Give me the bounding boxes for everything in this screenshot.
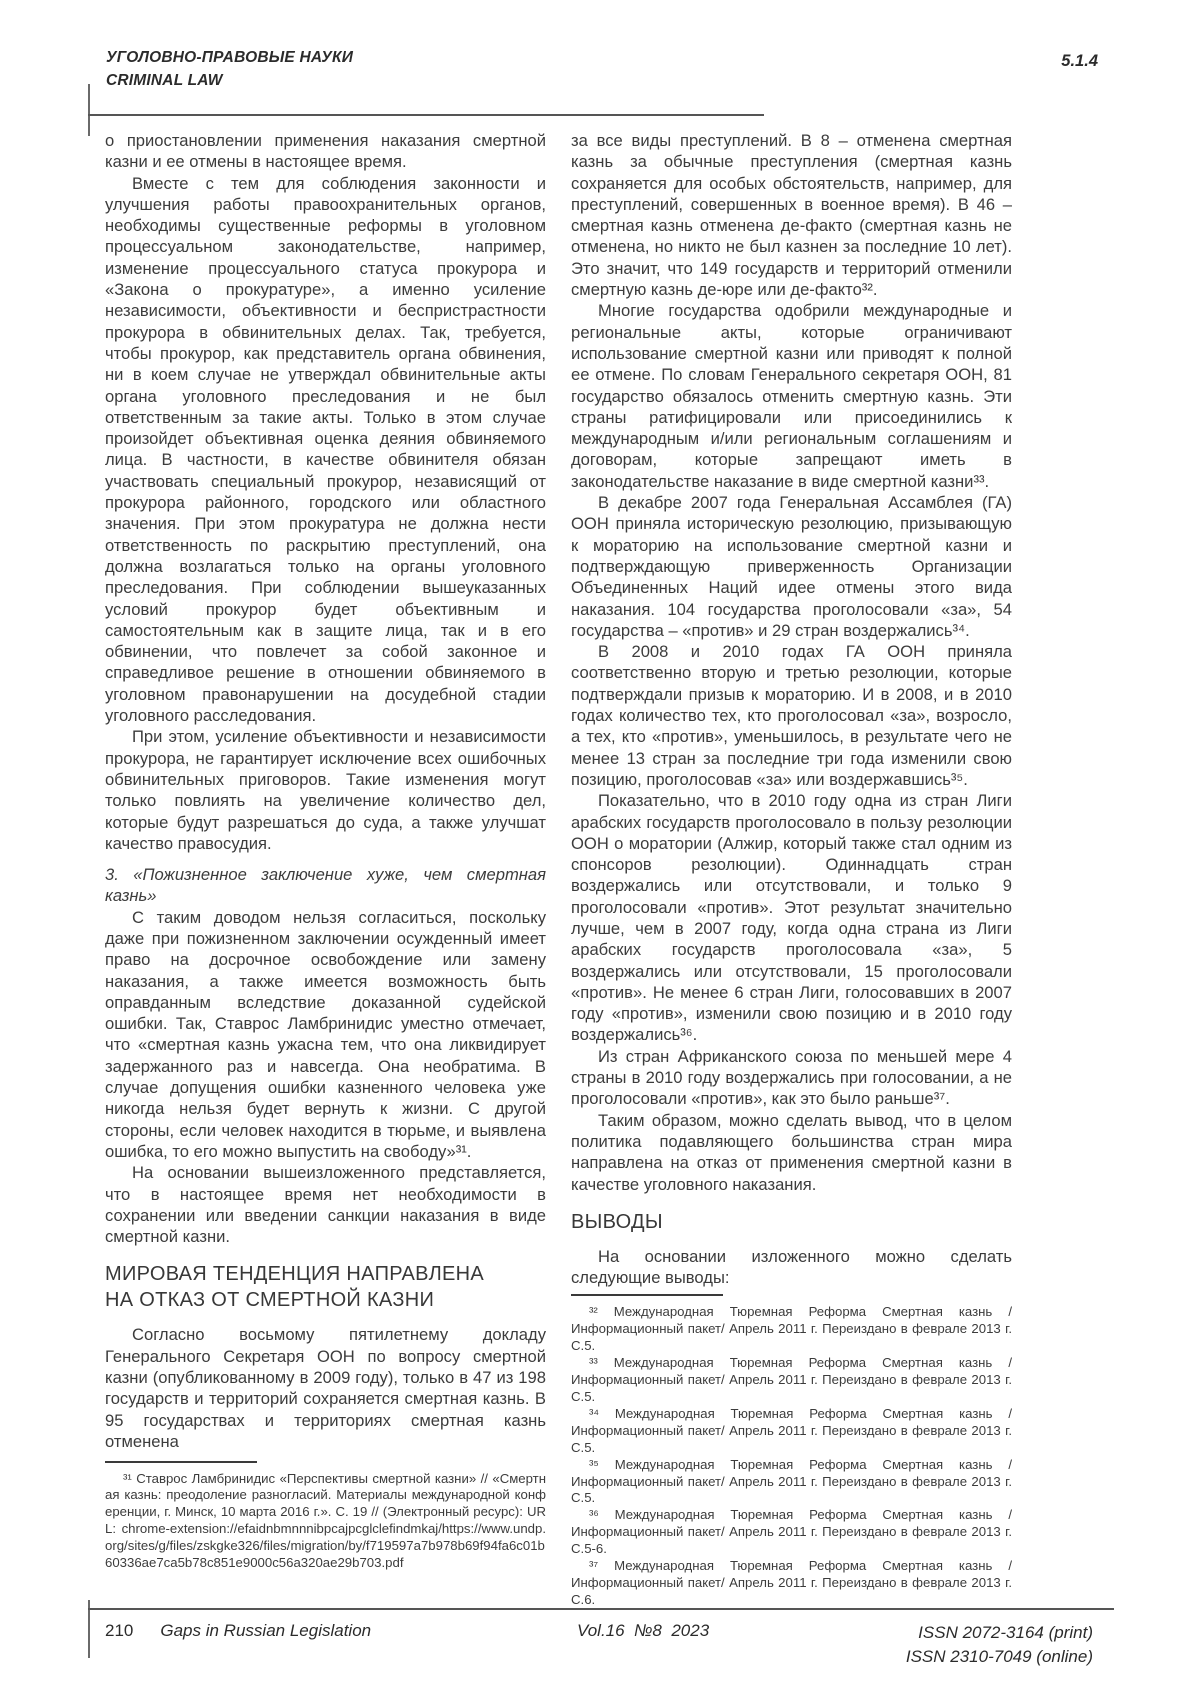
footnote-separator xyxy=(571,1294,723,1296)
page-body xyxy=(105,130,1012,1607)
body-paragraph: Вместе с тем для соблюдения законности и улучшения работы правоохранительных органов, необходимы существенные реформы в уголовном процессуальном законодательстве, например, изменение процессуального статуса прокурора и «Закона о прокуратуре», а именно усиление независимости, объективности и беспристрастности прокурора в обвинительных делах. Так, требуется, чтобы прокурор, как представитель органа обвинения, ни в коем случае не утверждал обвинительные акты органа уголовного преследования и не был ответственным за такие акты. Только в этом случае произойдет объективная оценка деяния обвиняемого лица. В частности, в качестве обвинителя обязан участвовать специальный прокурор, независящий от прокурора районного, городского или областного значения. При этом прокуратура не должна нести ответственность по раскрытию преступлений, она должна возлагаться только на органы уголовного преследования. При соблюдении вышеуказанных условий прокурор будет объективным и самостоятельным как в защите лица, так и в его обвинении, что повлечет за собой законное и справедливое решение в отношении обвиняемого в уголовном правонарушении на досудебной стадии уголовного расследования. xyxy=(105,173,546,726)
body-paragraph: Многие государства одобрили международные и региональные акты, которые ограничивают использование смертной казни или приводят к полной ее отмене. По словам Генерального секретаря ООН, 81 государство обязалось отменить смертную казнь. Эти страны ратифицировали или присоединились к международным и/или региональным соглашениям и договорам, которые запрещают иметь в законодательстве наказание в виде смертной казни³³. xyxy=(571,301,1012,491)
footnote: ³¹ Ставрос Ламбринидис «Перспективы смертной казни» // «Смертная казнь: преодоление разногласий. Материалы международной конференции, г. Минск, 10 марта 2016 г.». С. 19 // (Электронный ресурс): URL: chrome-extension://efaidnbmnnnibpcajpcglclefindmkaj/https://www.undp.org/sites/g/files/zskgke326/files/migration/by/f719597a7b978b69f94fa6c01b60336ae7ca5b78c851e9000c56a320ae29b703.pdf xyxy=(105,1470,546,1571)
section-code: 5.1.4 xyxy=(1061,52,1098,70)
footnote-separator xyxy=(105,1461,257,1463)
body-paragraph: С таким доводом нельзя согласиться, поскольку даже при пожизненном заключении осужденный имеет право на досрочное освобождение или замену наказания, а также имеется возможность быть оправданным вследствие доказанной судейской ошибки. Так, Ставрос Ламбринидис уместно отмечает, что «смертная казнь ужасна тем, что она ликвидирует задержанного раз и навсегда. Она необратима. В случае допущения ошибки казненного человека уже никогда нельзя будет вернуть к жизни. С другой стороны, если человек находится в тюрьме, и выявлена ошибка, то его можно выпустить на свободу»³¹. xyxy=(105,907,546,1161)
paragraph-group xyxy=(571,1246,1012,1289)
footnote: ³³ Международная Тюремная Реформа Смертная казнь /Информационный пакет/ Апрель 2011 г. Переиздано в феврале 2013 г. С.5. xyxy=(571,1355,1012,1404)
left-column xyxy=(105,130,546,1572)
footnote: ³⁷ Международная Тюремная Реформа Смертная казнь /Информационный пакет/ Апрель 2011 г. Переиздано в феврале 2013 г. С.6. xyxy=(571,1558,1012,1607)
body-paragraph: На основании изложенного можно сделать следующие выводы: xyxy=(571,1246,1012,1288)
issn-online: ISSN 2310-7049 (online) xyxy=(905,1647,1093,1666)
page-number: 210 xyxy=(105,1621,134,1640)
body-paragraph: Показательно, что в 2010 году одна из стран Лиги арабских государств проголосовало в пользу резолюции ООН о моратории (Алжир, который также стал одним из спонсоров резолюции). Одиннадцать стран воздержались или отсутствовали, и только 9 проголосовали «против». Этот результат значительно лучше, чем в 2007 году, когда одна страна из Лиги арабских государств проголосовала «за», 5 воздержались или отсутствовали, 15 проголосовали «против». Не менее 6 стран Лиги, голосовавших в 2007 году «против», изменили свою позицию и в 2010 году воздержались³⁶. xyxy=(571,791,1012,1045)
running-head-ru: УГОЛОВНО-ПРАВОВЫЕ НАУКИ xyxy=(106,49,354,66)
footnote-group xyxy=(571,1304,1012,1608)
footnotes-left xyxy=(105,1455,546,1572)
footnote: ³⁵ Международная Тюремная Реформа Смертная казнь /Информационный пакет/ Апрель 2011 г. Переиздано в феврале 2013 г. С.5. xyxy=(571,1456,1012,1506)
section-heading-conclusions: ВЫВОДЫ xyxy=(571,1210,663,1233)
body-paragraph: В 2008 и 2010 годах ГА ООН приняла соответственно вторую и третью резолюции, которые подтверждали призыв к мораторию. И в 2008, и в 2010 годах количество тех, кто проголосовал «за», возросло, а тех, кто «против», уменьшилось, в результате чего не менее 13 стран за последние три года изменили свою позицию, проголосовав «за» или воздержавшись³⁵. xyxy=(571,642,1012,789)
header-rule xyxy=(88,114,764,116)
footnote: ³⁶ Международная Тюремная Реформа Смертная казнь /Информационный пакет/ Апрель 2011 г. Переиздано в феврале 2013 г. С.5-6. xyxy=(571,1507,1012,1557)
section-heading-line1: МИРОВАЯ ТЕНДЕНЦИЯ НАПРАВЛЕНА xyxy=(105,1263,485,1286)
paragraph-group xyxy=(105,907,546,1248)
body-paragraph: за все виды преступлений. В 8 – отменена смертная казнь за обычные преступления (смертная казнь сохраняется для особых обстоятельств, например, для преступлений, совершенных в военное время). В 46 –смертная казнь отменена де-факто (смертная казнь не отменена, но никто не был казнен за последние 10 лет). Это значит, что 149 государств и территорий отменили смертную казнь де-юре или де-факто³². xyxy=(571,131,1012,300)
footnote: ³² Международная Тюремная Реформа Смертная казнь /Информационный пакет/ Апрель 2011 г. Переиздано в феврале 2013 г. С.5. xyxy=(571,1304,1012,1354)
paragraph-group xyxy=(105,1324,546,1452)
paragraph-group xyxy=(105,130,546,854)
body-paragraph: В декабре 2007 года Генеральная Ассамблея (ГА) ООН приняла историческую резолюцию, призывающую к мораторию на использование смертной казни и подтверждающую приверженность Организации Объединенных Наций идее отмены этого вида наказания. 104 государства проголосовали «за», 54 государства – «против» и 29 стран воздержались³⁴. xyxy=(571,493,1012,640)
right-column xyxy=(571,130,1012,1607)
issn-print: ISSN 2072-3164 (print) xyxy=(918,1623,1093,1642)
section-heading-world-trend xyxy=(105,1261,546,1313)
body-paragraph: о приостановлении применения наказания смертной казни и ее отмены в настоящее время. xyxy=(105,131,546,172)
footnotes-right xyxy=(571,1288,1012,1608)
section-heading-line2: НА ОТКАЗ ОТ СМЕРТНОЙ КАЗНИ xyxy=(105,1289,435,1312)
running-head xyxy=(106,46,353,92)
body-paragraph: На основании вышеизложенного представляется, что в настоящее время нет необходимости в сохранении или введении санкции наказания в виде смертной казни. xyxy=(105,1163,546,1247)
footer-rule xyxy=(88,1608,1114,1610)
paragraph-group xyxy=(571,130,1012,1195)
footnote-group xyxy=(105,1471,546,1572)
issn-block xyxy=(906,1621,1093,1669)
body-paragraph: При этом, усиление объективности и независимости прокурора, не гарантирует исключение всех ошибочных обвинительных приговоров. Такие изменения могут только повлиять на увеличение количество дел, которые будут разрешаться до суда, а также улучшат качество правосудия. xyxy=(105,727,546,853)
body-paragraph: Из стран Африканского союза по меньшей мере 4 страны в 2010 году воздержались при голосовании, а не проголосовали «против», как это было раньше³⁷. xyxy=(571,1046,1012,1109)
footnote: ³⁴ Международная Тюремная Реформа Смертная казнь /Информационный пакет/ Апрель 2011 г. Переиздано в феврале 2013 г. С.5. xyxy=(571,1405,1012,1455)
journal-title: Gaps in Russian Legislation xyxy=(160,1621,372,1640)
body-paragraph: Таким образом, можно сделать вывод, что в целом политика подавляющего большинства стран мира направлена на отказ от применения смертной казни в качестве уголовного наказания. xyxy=(571,1110,1012,1194)
header-left-tick xyxy=(88,84,90,136)
running-head-en: CRIMINAL LAW xyxy=(106,72,223,89)
volume-issue: Vol.16 №8 2023 xyxy=(577,1621,710,1640)
footer-left-group xyxy=(105,1621,371,1641)
body-paragraph: Согласно восьмому пятилетнему докладу Генерального Секретаря ООН по вопросу смертной казни (опубликованному в 2009 году), только в 47 из 198 государств и территорий сохраняется смертная казнь. В 95 государствах и территориях смертная казнь отменена xyxy=(105,1325,546,1451)
subheading-italic: 3. «Пожизненное заключение хуже, чем смертная казнь» xyxy=(105,865,546,906)
